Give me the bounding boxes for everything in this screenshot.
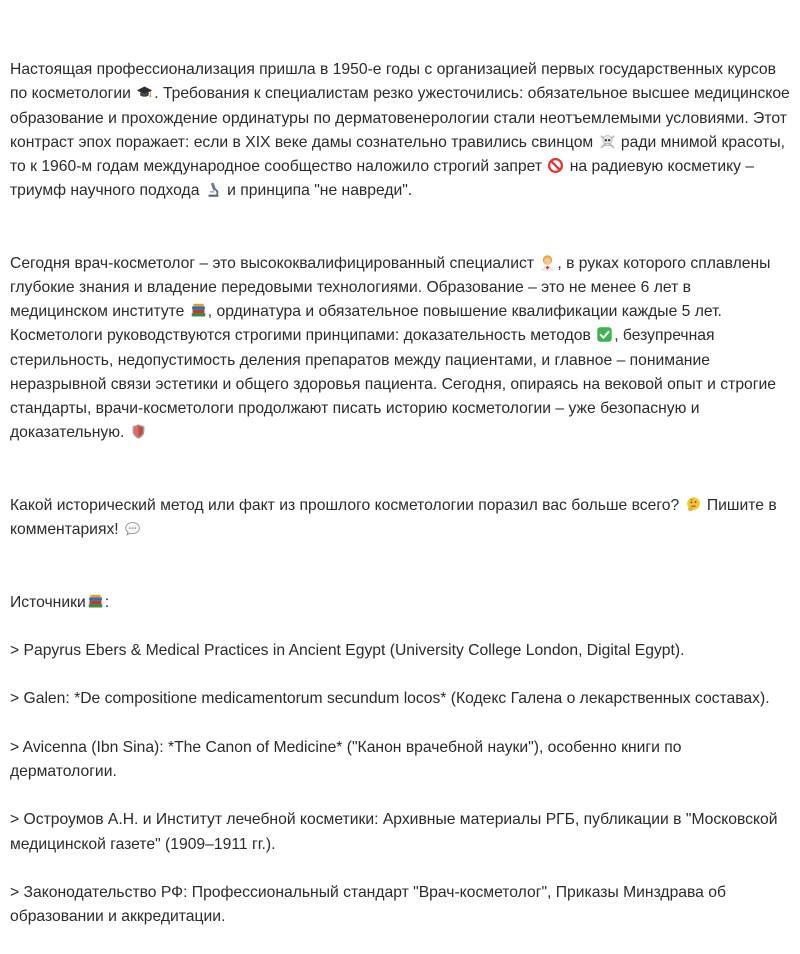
skull-crossbones-icon	[599, 133, 616, 150]
post-body	[10, 34, 792, 954]
text-segment: Сегодня врач-косметолог – это высококвалифицированный специалист	[10, 254, 539, 272]
source-item: > Остроумов А.Н. и Институт лечебной косметики: Архивные материалы РГБ, публикации в "Московской медицинской газете" (1909–1911 гг.).	[10, 811, 778, 853]
sources-block	[10, 566, 792, 953]
thinking-face-icon	[685, 496, 702, 513]
text-segment: Какой исторический метод или факт из прошлого косметологии поразил вас больше всего?	[10, 496, 684, 514]
source-item: > Galen: *De compositione medicamentorum secundum locos* (Кодекс Галена о лекарственных составах).	[10, 690, 770, 708]
paragraph-history	[10, 34, 792, 203]
speech-balloon-icon	[124, 520, 141, 537]
text-segment: ради мнимой красоты, то к 1960-м годам международное сообщество наложило строгий запрет	[10, 133, 786, 176]
source-item: > Avicenna (Ibn Sina): *The Canon of Medicine* ("Канон врачебной науки"), особенно книги по дерматологии.	[10, 738, 682, 781]
text-segment: . Требования к специалистам резко ужесточились: обязательное высшее медицинское образование и прохождение ординатуры по дерматовенерологии стали неотъемлемыми условиями. Этот контраст эпох поражает: если в XIX веке дамы сознательно травились свинцом	[10, 85, 790, 151]
health-worker-icon	[539, 254, 556, 271]
microscope-icon	[205, 181, 222, 198]
text-segment: , ординатура и обязательное повышение квалификации каждые 5 лет. Косметологи руководствуются строгими принципами: доказательность методов	[10, 303, 722, 345]
text-segment: на радиевую косметику – триумф научного подхода	[10, 158, 755, 200]
text-segment: и принципа "не навреди".	[222, 182, 413, 200]
books-icon	[190, 302, 207, 319]
source-item: > Papyrus Ebers & Medical Practices in Ancient Egypt (University College London, Digital Egypt).	[10, 642, 685, 660]
paragraph-question	[10, 470, 792, 543]
text-segment: Настоящая профессионализация пришла в 1950-е годы с организацией первых государственных курсов по косметологии	[10, 61, 776, 103]
text-segment: Пишите в комментариях!	[10, 496, 777, 539]
check-mark-icon	[596, 326, 613, 343]
graduation-cap-icon	[136, 84, 153, 101]
text-segment: , в руках которого сплавлены глубокие знания и владение передовыми технологиями. Образование – это не менее 6 лет в медицинском институте	[10, 254, 771, 321]
books-icon	[87, 593, 104, 610]
text-segment: , безупречная стерильность, недопустимость деления препаратов между пациентами, и главное – понимание неразрывной связи эстетики и общего здоровья пациента. Сегодня, опираясь на вековой опыт и строгие стандарты, врачи-косметологи продолжают писать историю косметологии – уже безопасную и доказательную.	[10, 327, 776, 442]
prohibited-icon	[547, 157, 564, 174]
shield-icon	[130, 423, 147, 440]
sources-heading: Источники :	[10, 593, 110, 611]
paragraph-today	[10, 228, 792, 446]
source-item: > Законодательство РФ: Профессиональный стандарт "Врач-косметолог", Приказы Минздрава об образовании и аккредитации.	[10, 884, 726, 926]
